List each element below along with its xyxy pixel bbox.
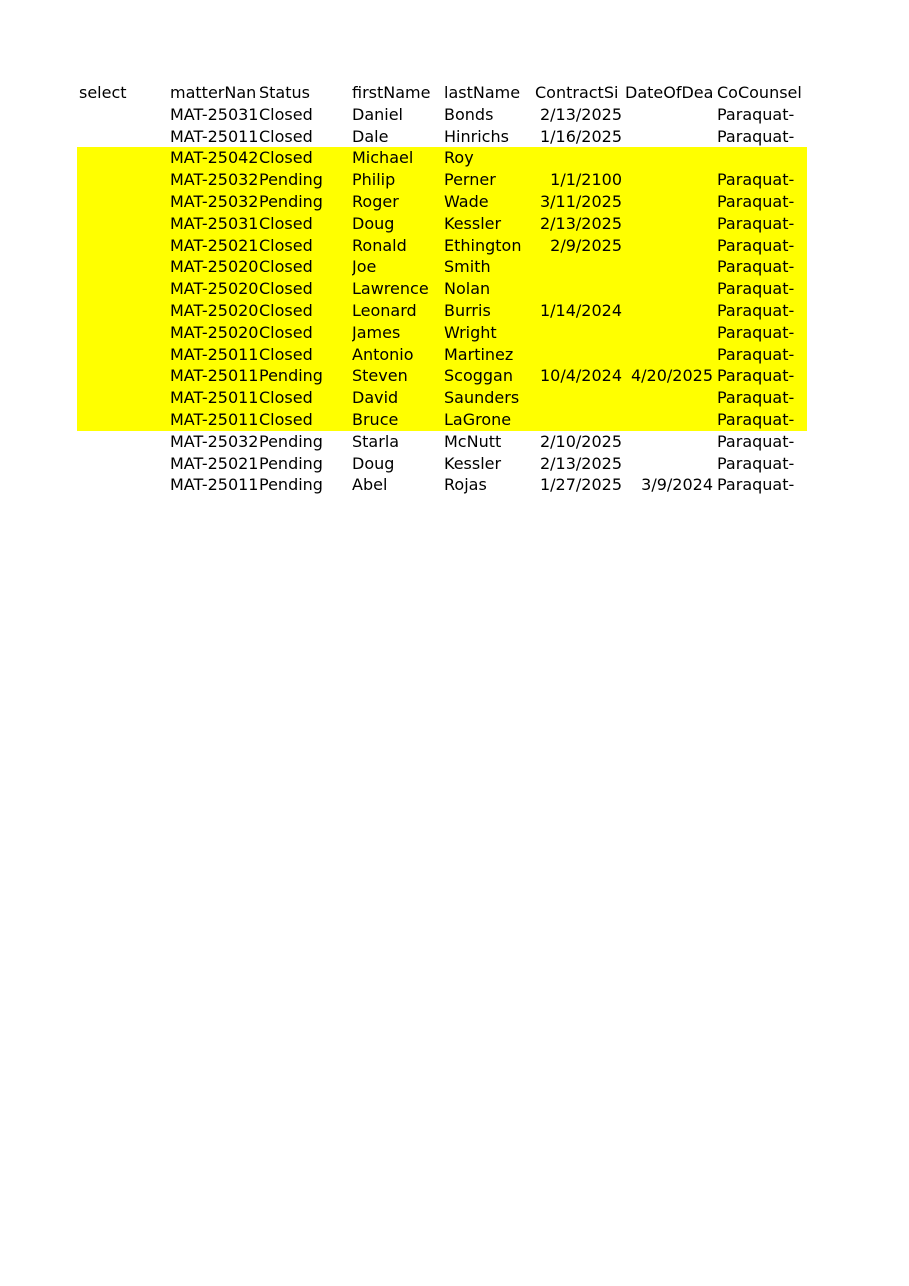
table-row [77,126,807,148]
select-cell [79,169,170,191]
date-of-death-cell [625,235,715,257]
table-body [77,104,807,496]
contract-signed-cell: 2/13/2025 [539,453,622,473]
contract-signed-cell [533,322,625,344]
last-name-cell: LaGrone [444,409,512,429]
contract-signed-cell [533,344,625,366]
table-row [77,256,807,278]
select-cell [79,474,170,496]
first-name-cell: Antonio [352,344,414,364]
date-of-death-cell [625,169,715,191]
date-of-death-cell [625,387,715,409]
table-row [77,365,807,387]
matter-name-cell: MAT-25032 [170,191,259,211]
header-matter-name: matterNan [170,83,257,102]
date-of-death-cell [625,431,715,453]
first-name-cell: Steven [352,366,408,386]
matter-name-cell: MAT-25032 [170,170,259,190]
last-name-cell: Martinez [444,344,514,364]
cocounsel-cell: Paraquat- [717,431,795,451]
table-row [77,344,807,366]
date-of-death-cell: 3/9/2024 [641,475,713,495]
last-name-cell: Hinrichs [444,126,509,146]
matter-name-cell: MAT-25011 [170,475,259,495]
select-cell [79,256,170,278]
last-name-cell: Ethington [444,235,522,255]
last-name-cell: Wade [444,191,489,211]
matter-name-cell: MAT-25011 [170,366,259,386]
table-row [77,387,807,409]
first-name-cell: Ronald [352,235,407,255]
last-name-cell: Nolan [444,279,491,299]
last-name-cell: Roy [444,148,474,168]
status-cell: Closed [259,235,313,255]
first-name-cell: Joe [352,257,377,277]
matter-name-cell: MAT-25021 [170,453,259,473]
status-cell: Pending [259,453,323,473]
last-name-cell: Wright [444,322,497,342]
last-name-cell: Smith [444,257,491,277]
select-cell [79,322,170,344]
table-row [77,322,807,344]
status-cell: Closed [259,213,313,233]
matter-name-cell: MAT-25020 [170,300,259,320]
status-cell: Closed [259,148,313,168]
spreadsheet [77,82,807,496]
contract-signed-cell [533,409,625,431]
select-cell [79,235,170,257]
contract-signed-cell: 10/4/2024 [539,366,622,386]
cocounsel-cell: Paraquat- [717,213,795,233]
status-cell: Closed [259,300,313,320]
cocounsel-cell: Paraquat- [717,475,795,495]
status-cell: Pending [259,366,323,386]
header-first-name: firstName [352,83,431,102]
matter-name-cell: MAT-25011 [170,126,259,146]
first-name-cell: Dale [352,126,389,146]
header-date-of-death: DateOfDea [625,83,714,102]
first-name-cell: Starla [352,431,400,451]
status-cell: Closed [259,279,313,299]
header-contract-signed: ContractSi [535,83,619,102]
matter-name-cell: MAT-25020 [170,257,259,277]
select-cell [79,300,170,322]
status-cell: Pending [259,431,323,451]
contract-signed-cell [533,256,625,278]
first-name-cell: Michael [352,148,414,168]
last-name-cell: Bonds [444,104,494,124]
header-last-name: lastName [444,83,521,102]
table-row [77,431,807,453]
date-of-death-cell [625,409,715,431]
last-name-cell: Perner [444,170,496,190]
header-select: select [79,83,127,102]
first-name-cell: Abel [352,475,388,495]
first-name-cell: Doug [352,453,395,473]
select-cell [79,365,170,387]
contract-signed-cell: 1/27/2025 [539,475,622,495]
cocounsel-cell: Paraquat- [717,104,795,124]
last-name-cell: Burris [444,300,491,320]
table-row [77,409,807,431]
contract-signed-cell: 1/14/2024 [539,300,622,320]
date-of-death-cell [625,278,715,300]
date-of-death-cell [625,300,715,322]
cocounsel-cell: Paraquat- [717,366,795,386]
status-cell: Closed [259,257,313,277]
last-name-cell: Kessler [444,453,502,473]
select-cell [79,213,170,235]
status-cell: Pending [259,191,323,211]
cocounsel-cell: Paraquat- [717,388,795,408]
date-of-death-cell [625,256,715,278]
status-cell: Closed [259,322,313,342]
matter-name-cell: MAT-25020 [170,322,259,342]
date-of-death-cell [625,191,715,213]
first-name-cell: Philip [352,170,396,190]
select-cell [79,387,170,409]
table-row [77,453,807,475]
table-row [77,104,807,126]
date-of-death-cell [625,126,715,148]
cocounsel-cell [717,147,807,169]
date-of-death-cell [625,322,715,344]
date-of-death-cell [625,104,715,126]
last-name-cell: Saunders [444,388,520,408]
contract-signed-cell: 3/11/2025 [539,191,622,211]
cocounsel-cell: Paraquat- [717,300,795,320]
cocounsel-cell: Paraquat- [717,453,795,473]
status-cell: Closed [259,344,313,364]
select-cell [79,278,170,300]
first-name-cell: David [352,388,399,408]
table-row [77,235,807,257]
status-cell: Pending [259,170,323,190]
contract-signed-cell: 2/10/2025 [539,431,622,451]
cocounsel-cell: Paraquat- [717,126,795,146]
date-of-death-cell [625,147,715,169]
status-cell: Pending [259,475,323,495]
last-name-cell: Kessler [444,213,502,233]
cocounsel-cell: Paraquat- [717,322,795,342]
date-of-death-cell [625,453,715,475]
header-status: Status [259,83,310,102]
contract-signed-cell: 1/1/2100 [550,170,622,190]
cocounsel-cell: Paraquat- [717,257,795,277]
contract-signed-cell: 1/16/2025 [539,126,622,146]
first-name-cell: Daniel [352,104,403,124]
select-cell [79,126,170,148]
table-row [77,169,807,191]
matter-name-cell: MAT-25031 [170,213,259,233]
contract-signed-cell: 2/13/2025 [539,213,622,233]
status-cell: Closed [259,409,313,429]
first-name-cell: Leonard [352,300,417,320]
date-of-death-cell [625,213,715,235]
cocounsel-cell: Paraquat- [717,191,795,211]
table-row [77,191,807,213]
table-row [77,213,807,235]
first-name-cell: Roger [352,191,399,211]
select-cell [79,409,170,431]
status-cell: Closed [259,126,313,146]
cocounsel-cell: Paraquat- [717,170,795,190]
matter-name-cell: MAT-25042 [170,148,259,168]
last-name-cell: McNutt [444,431,502,451]
contract-signed-cell [533,278,625,300]
select-cell [79,344,170,366]
select-cell [79,191,170,213]
matter-name-cell: MAT-25032 [170,431,259,451]
matter-name-cell: MAT-25011 [170,388,259,408]
cocounsel-cell: Paraquat- [717,235,795,255]
last-name-cell: Scoggan [444,366,513,386]
cocounsel-cell: Paraquat- [717,409,795,429]
cocounsel-cell: Paraquat- [717,279,795,299]
first-name-cell: Doug [352,213,395,233]
status-cell: Closed [259,388,313,408]
first-name-cell: James [352,322,401,342]
first-name-cell: Bruce [352,409,399,429]
date-of-death-cell: 4/20/2025 [630,366,713,386]
matter-name-cell: MAT-25020 [170,279,259,299]
table-row [77,474,807,496]
select-cell [79,431,170,453]
select-cell [79,453,170,475]
date-of-death-cell [625,344,715,366]
header-row [77,82,807,104]
cocounsel-cell: Paraquat- [717,344,795,364]
contract-signed-cell [533,387,625,409]
select-cell [79,147,170,169]
contract-signed-cell: 2/9/2025 [550,235,622,255]
contract-signed-cell [533,147,625,169]
header-cocounsel: CoCounsel [717,83,802,102]
matter-name-cell: MAT-25021 [170,235,259,255]
status-cell: Closed [259,104,313,124]
matter-name-cell: MAT-25011 [170,409,259,429]
table-row [77,278,807,300]
contract-signed-cell: 2/13/2025 [539,104,622,124]
last-name-cell: Rojas [444,475,487,495]
first-name-cell: Lawrence [352,279,429,299]
table-row [77,147,807,169]
matter-name-cell: MAT-25031 [170,104,259,124]
table-row [77,300,807,322]
select-cell [79,104,170,126]
matter-name-cell: MAT-25011 [170,344,259,364]
